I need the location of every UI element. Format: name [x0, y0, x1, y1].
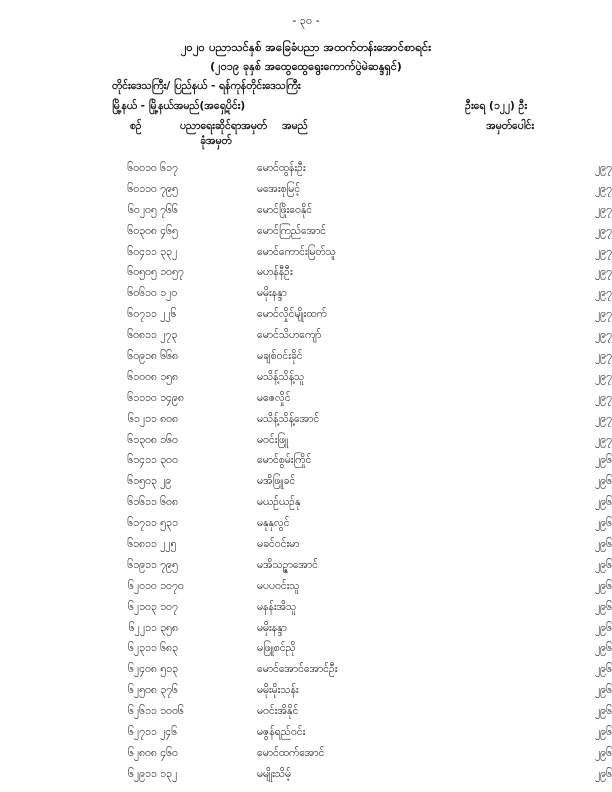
row-number: ၆၂၈	[127, 746, 145, 759]
row-name: မခင်ဝင်းမာ	[257, 537, 300, 550]
row-number: ၆၂၂	[128, 621, 145, 634]
row-registration: ၁၀ ၆၁၇	[145, 161, 178, 174]
row-name: မအိသဉ္ဇာအောင်	[257, 558, 319, 571]
row-number: ၆၂၄	[128, 663, 145, 676]
row-votes: ၂၉၆	[595, 705, 612, 718]
row-registration: ၁၀ ၇၉၅	[145, 182, 178, 195]
table-row	[0, 493, 612, 514]
row-number: ၆၁၇	[127, 517, 145, 530]
row-name: မဇွန်ရည်ဝင်း	[257, 725, 306, 738]
row-name: မဝင်းဖြူ	[257, 433, 289, 446]
row-registration: ၁၈ ၆၆၈	[145, 349, 179, 362]
table-row	[0, 619, 612, 640]
row-registration: ၁၀ ၁၂၀	[145, 287, 178, 300]
row-votes: ၂၉၇	[595, 182, 612, 195]
row-registration: ၁၁ ၃၅၈	[145, 621, 178, 634]
row-registration: ၀၈ ၁၆၀	[145, 433, 178, 446]
row-votes: ၂၉၆	[595, 537, 612, 550]
row-votes: ၂၉၇	[595, 308, 612, 321]
row-number: ၆၀၃	[127, 224, 145, 237]
row-number: ၆၁၄	[127, 454, 145, 467]
row-number: ၆၁၀	[127, 370, 145, 383]
row-votes: ၂၉၆	[595, 558, 612, 571]
row-number: ၆၀၂	[128, 203, 145, 216]
row-votes: ၂၉၆	[595, 725, 612, 738]
row-name: မနုနုလွင်	[257, 517, 290, 530]
row-votes: ၂၉၇	[595, 412, 612, 425]
row-number: ၆၀၄	[127, 245, 145, 258]
row-name: မောင်ကောင်းမြတ်သူ	[257, 245, 336, 258]
table-row	[0, 660, 612, 681]
table-row	[0, 744, 612, 765]
row-number: ၆၂၁	[128, 600, 145, 613]
region-label: တိုင်းဒေသကြီး/ ပြည်နယ် - ရန်ကုန်တိုင်းဒေသကြီး	[112, 80, 301, 92]
row-number: ၆၂၉	[128, 767, 145, 780]
header-registration: ပညာရေးဆိုင်ရာအမှတ်	[180, 120, 268, 132]
row-votes: ၂၉၇	[595, 161, 612, 174]
row-registration: ၀၈ ၄၆၀	[145, 746, 178, 759]
row-registration: ၁၁ ၃၃၂	[145, 245, 178, 258]
table-row	[0, 159, 612, 180]
table-row	[0, 410, 612, 431]
row-number: ၆၁၂	[128, 412, 145, 425]
row-votes: ၂၉၇	[595, 245, 612, 258]
row-name: မအိဖြူခင်	[257, 475, 296, 488]
row-votes: ၂၉၆	[595, 746, 612, 759]
row-registration: ၀၈ ၅၁၃	[145, 663, 178, 676]
row-number: ၆၁၆	[127, 496, 145, 509]
row-name: မမိုးမိုးသန်း	[257, 684, 299, 697]
row-votes: ၂၉၇	[595, 266, 612, 279]
header-name: အမည်	[282, 120, 308, 132]
table-row	[0, 326, 612, 347]
table-row	[0, 514, 612, 535]
table-row	[0, 723, 612, 744]
row-name: မဟန်နီဦး	[257, 266, 293, 279]
row-votes: ၂၉၆	[595, 684, 612, 697]
row-number: ၆၂၇	[128, 725, 145, 738]
row-votes: ၂၉၇	[595, 349, 612, 362]
row-name: မသိန့်သိန့်သူ	[257, 370, 305, 383]
row-votes: ၂၉၇	[595, 287, 612, 300]
table-row	[0, 556, 612, 577]
row-votes: ၂၉၇	[595, 329, 612, 342]
row-registration: ၁၁ ၂၇၃	[145, 329, 178, 342]
row-registration: ၀၃ ၁၀၇	[145, 600, 178, 613]
row-votes: ၂၉၆	[595, 663, 612, 676]
row-registration: ၁၁ ၃၀၀	[145, 454, 178, 467]
row-number: ၆၀၉	[127, 349, 145, 362]
table-row	[0, 577, 612, 598]
row-name: မောင်ဖြိုးဝေနိုင်	[257, 203, 313, 216]
row-votes: ၂၉၆	[595, 496, 612, 509]
row-registration: ၀၅ ၁၀၅၇	[145, 266, 184, 279]
table-row	[0, 389, 612, 410]
row-number: ၆၀၁	[127, 182, 145, 195]
row-name: မယဉ်ယဉ်နု	[257, 496, 301, 509]
row-votes: ၂၉၇	[595, 224, 612, 237]
row-number: ၆၀၈	[127, 329, 145, 342]
row-votes: ၂၉၆	[595, 454, 612, 467]
row-name: မောင်ထက်အောင်	[257, 746, 325, 759]
table-row	[0, 180, 612, 201]
table-row	[0, 263, 612, 284]
row-number: ၆၁၈	[127, 537, 145, 550]
table-row	[0, 702, 612, 723]
page-number: - ၃၀ -	[292, 14, 320, 27]
row-votes: ၂၉၆	[595, 767, 612, 780]
row-votes: ၂၉၇	[595, 391, 612, 404]
row-registration: ၁၁ ၂၄၆	[145, 725, 178, 738]
header-votes: အမှတ်ပေါင်း	[486, 120, 534, 132]
row-number: ၆၁၃	[127, 433, 145, 446]
table-row	[0, 765, 612, 786]
row-name: မမျိုးသိမ့်	[257, 767, 291, 780]
table-row	[0, 639, 612, 660]
table-row	[0, 347, 612, 368]
table-row	[0, 201, 612, 222]
row-name: မသိန့်သိန့်အောင်	[257, 412, 320, 425]
row-number: ၆၀၇	[127, 308, 145, 321]
row-number: ၆၀၆	[127, 287, 145, 300]
row-votes: ၂၉၇	[595, 203, 612, 216]
header-registration-sub: ခုံအမှတ်	[200, 135, 232, 147]
table-row	[0, 681, 612, 702]
row-registration: ၀၈ ၁၅၈	[145, 370, 179, 383]
row-name: မောင်ကြည်အောင်	[257, 224, 327, 237]
row-name: မမိုးနန္ဒာ	[257, 287, 287, 300]
table-row	[0, 284, 612, 305]
row-votes: ၂၉၇	[595, 433, 612, 446]
row-votes: ၂၉၆	[595, 621, 612, 634]
table-row	[0, 451, 612, 472]
row-name: မောင်စွမ်းကြိုင်	[257, 454, 312, 467]
row-name: မောင်အောင်အောင်ဦး	[257, 663, 338, 676]
row-number: ၆၂၀	[128, 579, 145, 592]
row-name: မဖြူစင်ညို	[257, 642, 296, 655]
row-name: မောင်ထွန်းဦး	[257, 161, 306, 174]
row-registration: ၀၈ ၄၆၅	[145, 224, 178, 237]
row-registration: ၁၁ ၂၂၅	[145, 537, 177, 550]
table-row	[0, 535, 612, 556]
row-registration: ၁၁ ၈၀၈	[145, 412, 179, 425]
row-number: ၆၀၀	[127, 161, 145, 174]
row-number: ၆၁၅	[127, 475, 145, 488]
row-name: မချစ်ဝင်းခိုင်	[257, 349, 303, 362]
row-votes: ၂၉၆	[595, 642, 612, 655]
row-number: ၆၁၉	[127, 558, 145, 571]
row-registration: ၁၁ ၁၀၀၆	[145, 705, 184, 718]
table-row	[0, 598, 612, 619]
table-row	[0, 305, 612, 326]
row-votes: ၂၉၆	[595, 600, 612, 613]
row-registration: ၀၅ ၇၆၆	[145, 203, 178, 216]
row-registration: ၁၁ ၁၃၂	[145, 767, 178, 780]
row-name: မဇေလှိုင်	[257, 391, 291, 404]
row-votes: ၂၉၆	[595, 579, 612, 592]
row-registration: ၁၁ ၅၃၁	[145, 517, 178, 530]
row-votes: ၂၉၇	[595, 370, 612, 383]
row-registration: ၁၁ ၆၈၃	[145, 642, 178, 655]
row-registration: ၀၃ ၂၉	[145, 475, 172, 488]
row-name: မဝင်းအိနိုင်	[257, 705, 299, 718]
row-registration: ၁၁ ၂၂၆	[145, 308, 177, 321]
header-number: စဉ်	[130, 120, 142, 132]
row-number: ၆၀၅	[127, 266, 145, 279]
row-number: ၆၁၁	[127, 391, 145, 404]
row-name: မပပဝင်းသူ	[257, 579, 300, 592]
row-name: မအေးစုမြင့်	[257, 182, 301, 195]
table-row	[0, 472, 612, 493]
row-registration: ၁၀ ၁၄၉၈	[145, 391, 184, 404]
row-registration: ၁၁ ၇၉၅	[145, 558, 178, 571]
row-registration: ၀၈ ၃၇၆	[145, 684, 178, 697]
row-registration: ၁၁ ၆၀၈	[145, 496, 178, 509]
total-count: ဦးရေ (၁၂၂) ဦး	[465, 100, 527, 112]
results-table	[0, 159, 612, 786]
row-name: မောင်လှိုင်မျိုးထက်	[257, 308, 327, 321]
document-subtitle: (၂၀၁၉ ခုနှစ် အထွေထွေရွေးကောက်ပွဲမဲဆန္ဒရှင်)	[210, 60, 402, 73]
table-row	[0, 222, 612, 243]
row-name: မနန်းအိသူ	[257, 600, 297, 613]
row-name: မောင်သိဟကျော်	[257, 329, 322, 342]
row-number: ၆၂၅	[128, 684, 145, 697]
table-row	[0, 431, 612, 452]
document-title: ၂၀၂၀ ပညာသင်နှစ် အခြေခံပညာ အထက်တန်းအောင်စာရင်း	[180, 40, 432, 54]
table-row	[0, 368, 612, 389]
row-number: ၆၂၆	[128, 705, 145, 718]
row-number: ၆၂၃	[128, 642, 145, 655]
row-votes: ၂၉၆	[595, 475, 612, 488]
township-label: မြို့နယ် - မြို့နယ်အမည်(အရှေ့ပိုင်း)	[112, 100, 246, 112]
row-name: မမိုးနန္ဒာ	[257, 621, 287, 634]
row-votes: ၂၉၆	[595, 517, 612, 530]
results-table-body	[0, 159, 612, 786]
table-row	[0, 243, 612, 264]
row-registration: ၁၀ ၁၀၇၀	[145, 579, 184, 592]
